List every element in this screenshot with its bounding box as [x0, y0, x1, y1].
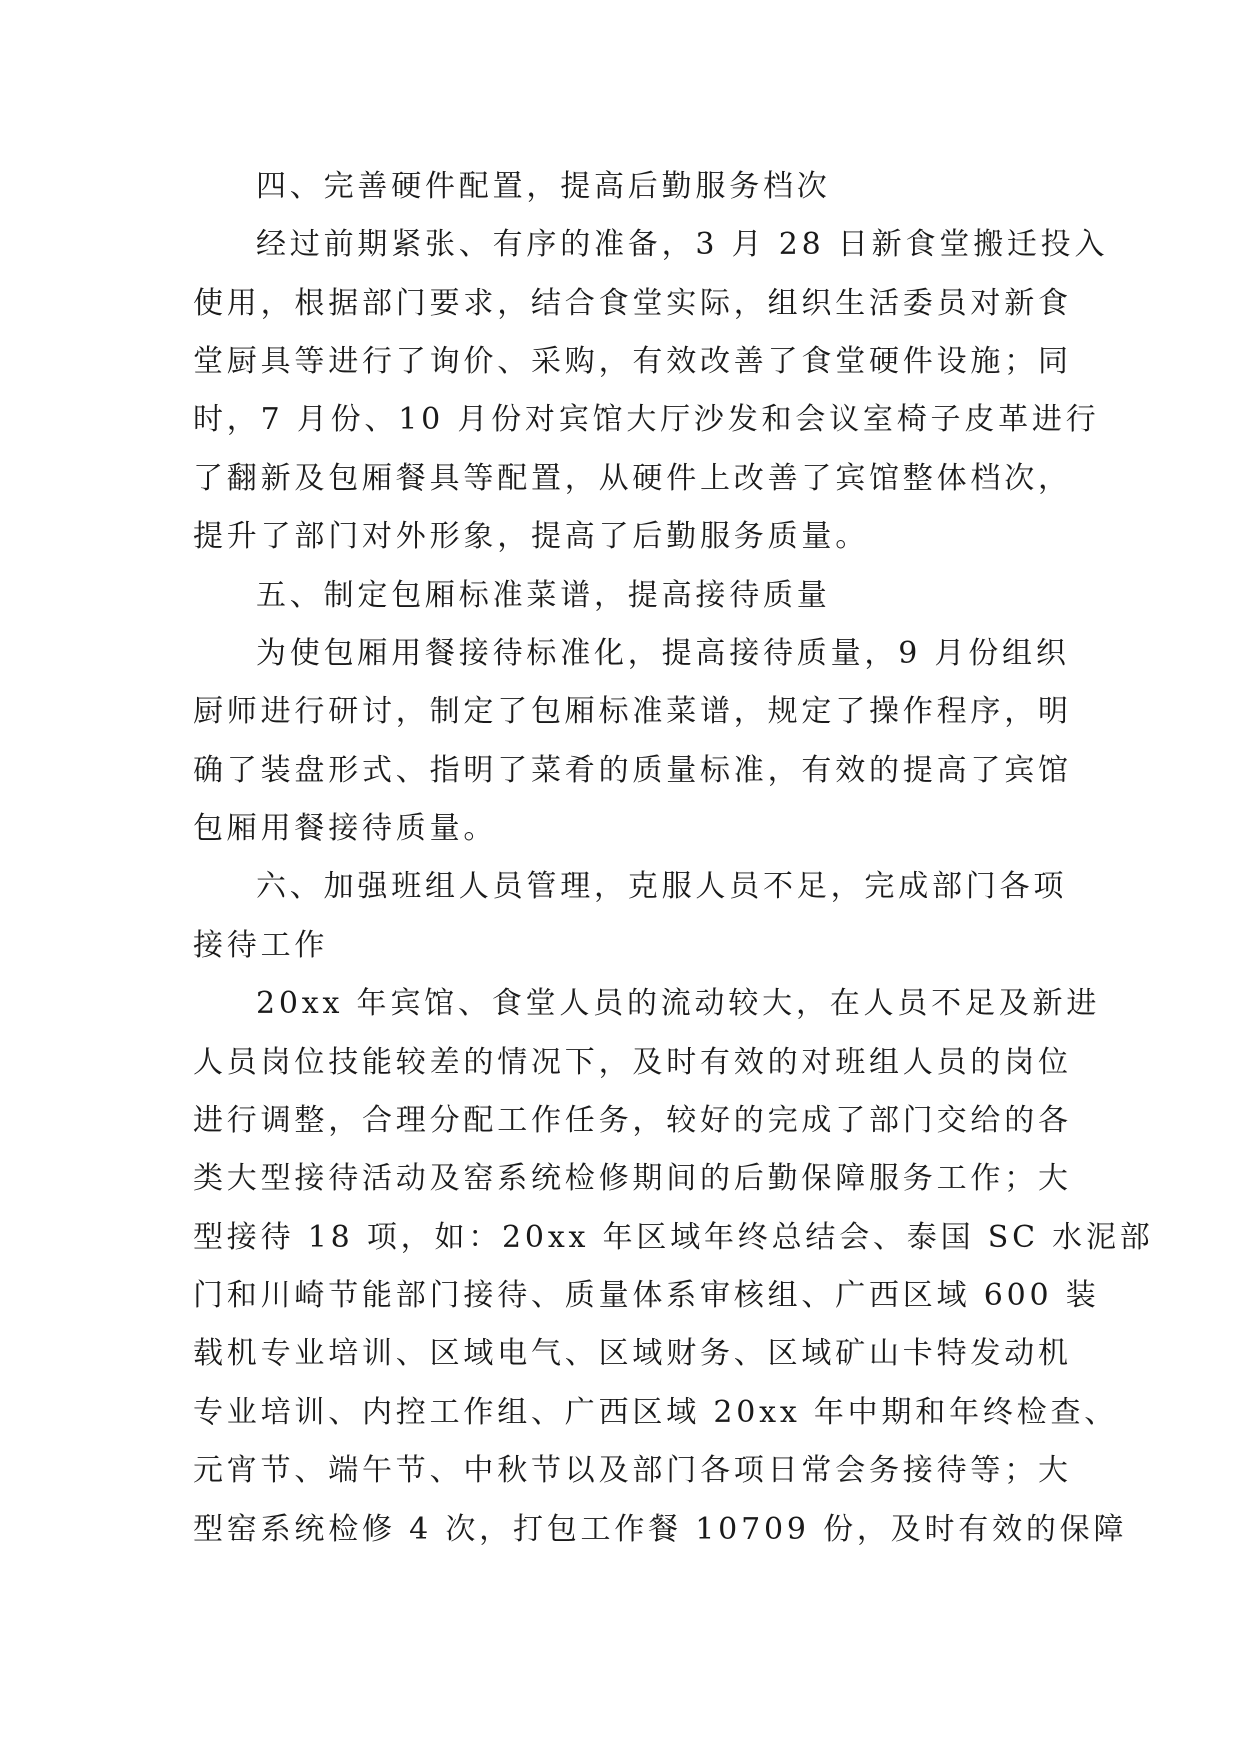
paragraph-line: 型接待 18 项，如：20xx 年区域年终总结会、泰国 SC 水泥部	[193, 1220, 1154, 1255]
paragraph-line: 元宵节、端午节、中秋节以及部门各项日常会务接待等；大	[193, 1453, 1072, 1488]
section-heading-menu: 五、制定包厢标准菜谱，提高接待质量	[256, 578, 831, 613]
section-heading-hardware: 四、完善硬件配置，提高后勤服务档次	[256, 169, 831, 204]
paragraph-line: 经过前期紧张、有序的准备，3 月 28 日新食堂搬迁投入	[256, 227, 1109, 262]
paragraph-line: 为使包厢用餐接待标准化，提高接待质量，9 月份组织	[256, 636, 1070, 671]
paragraph-line: 载机专业培训、区域电气、区域财务、区域矿山卡特发动机	[193, 1336, 1072, 1371]
paragraph-line: 人员岗位技能较差的情况下，及时有效的对班组人员的岗位	[193, 1045, 1072, 1080]
paragraph-line: 时，7 月份、10 月份对宾馆大厅沙发和会议室椅子皮革进行	[193, 402, 1100, 437]
paragraph-line: 厨师进行研讨，制定了包厢标准菜谱，规定了操作程序，明	[193, 694, 1072, 729]
section-heading-staff-continued: 接待工作	[193, 928, 329, 963]
paragraph-line: 了翻新及包厢餐具等配置，从硬件上改善了宾馆整体档次，	[193, 461, 1072, 496]
paragraph-line: 专业培训、内控工作组、广西区域 20xx 年中期和年终检查、	[193, 1395, 1119, 1430]
paragraph-line: 确了装盘形式、指明了菜肴的质量标准，有效的提高了宾馆	[193, 753, 1072, 788]
paragraph-line: 提升了部门对外形象，提高了后勤服务质量。	[193, 519, 869, 554]
section-heading-staff: 六、加强班组人员管理，克服人员不足，完成部门各项	[256, 869, 1068, 904]
paragraph-line: 类大型接待活动及窑系统检修期间的后勤保障服务工作；大	[193, 1161, 1072, 1196]
paragraph-line: 型窑系统检修 4 次，打包工作餐 10709 份，及时有效的保障	[193, 1512, 1128, 1547]
paragraph-line: 进行调整，合理分配工作任务，较好的完成了部门交给的各	[193, 1103, 1072, 1138]
paragraph-line: 20xx 年宾馆、食堂人员的流动较大，在人员不足及新进	[256, 986, 1101, 1021]
paragraph-line: 门和川崎节能部门接待、质量体系审核组、广西区域 600 装	[193, 1278, 1100, 1313]
paragraph-line: 包厢用餐接待质量。	[193, 811, 498, 846]
paragraph-line: 堂厨具等进行了询价、采购，有效改善了食堂硬件设施；同	[193, 344, 1072, 379]
paragraph-line: 使用，根据部门要求，结合食堂实际，组织生活委员对新食	[193, 286, 1072, 321]
